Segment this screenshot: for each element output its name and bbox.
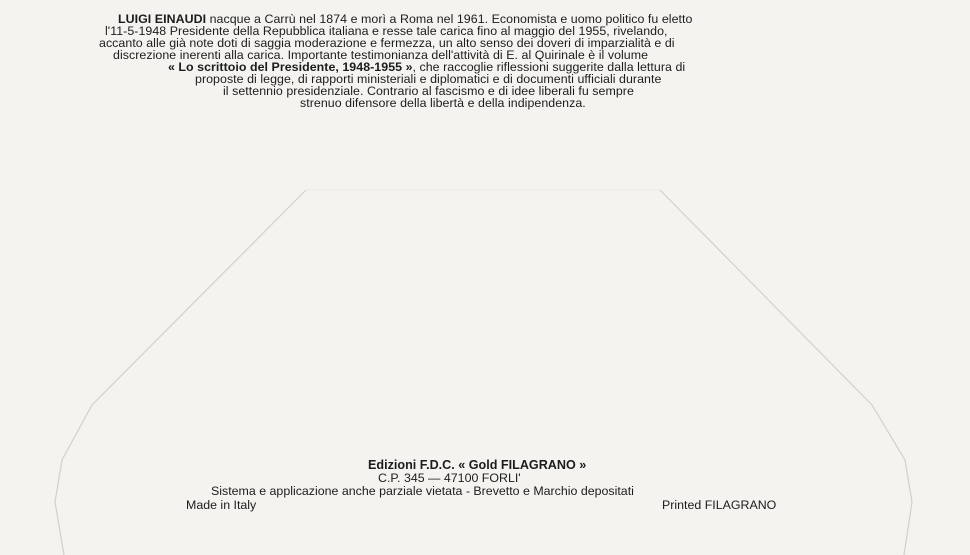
printed-by: Printed FILAGRANO — [662, 498, 777, 512]
bio-line-5: « Lo scrittoio del Presidente, 1948-1955 », che raccoglie riflessioni suggerite dalla lettura di — [168, 60, 686, 74]
bio-line-2: l'11-5-1948 Presidente della Repubblica italiana e resse tale carica fino al maggio del 1955, rivelando, — [105, 24, 668, 38]
bio-line-7: il settennio presidenziale. Contrario al fascismo e di idee liberali fu sempre — [223, 84, 634, 98]
made-in-italy: Made in Italy — [186, 498, 257, 512]
publisher-rights-notice: Sistema e applicazione anche parziale vietata - Brevetto e Marchio depositati — [211, 484, 634, 498]
publisher-title: Edizioni F.D.C. « Gold FILAGRANO » — [368, 458, 587, 472]
bio-name: LUIGI EINAUDI — [118, 12, 207, 26]
bio-line-4: discrezione inerenti alla carica. Importante testimonianza dell'attività di E. al Quirinale è il volume — [113, 48, 649, 62]
publisher-address: C.P. 345 — 47100 FORLI' — [378, 471, 521, 485]
bio-book-title: « Lo scrittoio del Presidente, 1948-1955 » — [168, 60, 413, 74]
left-flap-fold-line — [55, 190, 306, 555]
bio-line-8: strenuo difensore della libertà e della indipendenza. — [300, 96, 586, 110]
bio-line-6: proposte di legge, di rapporti ministeriali e diplomatici e di documenti ufficiali durante — [195, 72, 662, 86]
bio-line-1: LUIGI EINAUDI nacque a Carrù nel 1874 e morì a Roma nel 1961. Economista e uomo politico fu eletto — [118, 12, 693, 26]
bio-line-3: accanto alle già note doti di saggia moderazione e fermezza, un alto senso dei doveri di imparzialità e di — [99, 36, 675, 50]
